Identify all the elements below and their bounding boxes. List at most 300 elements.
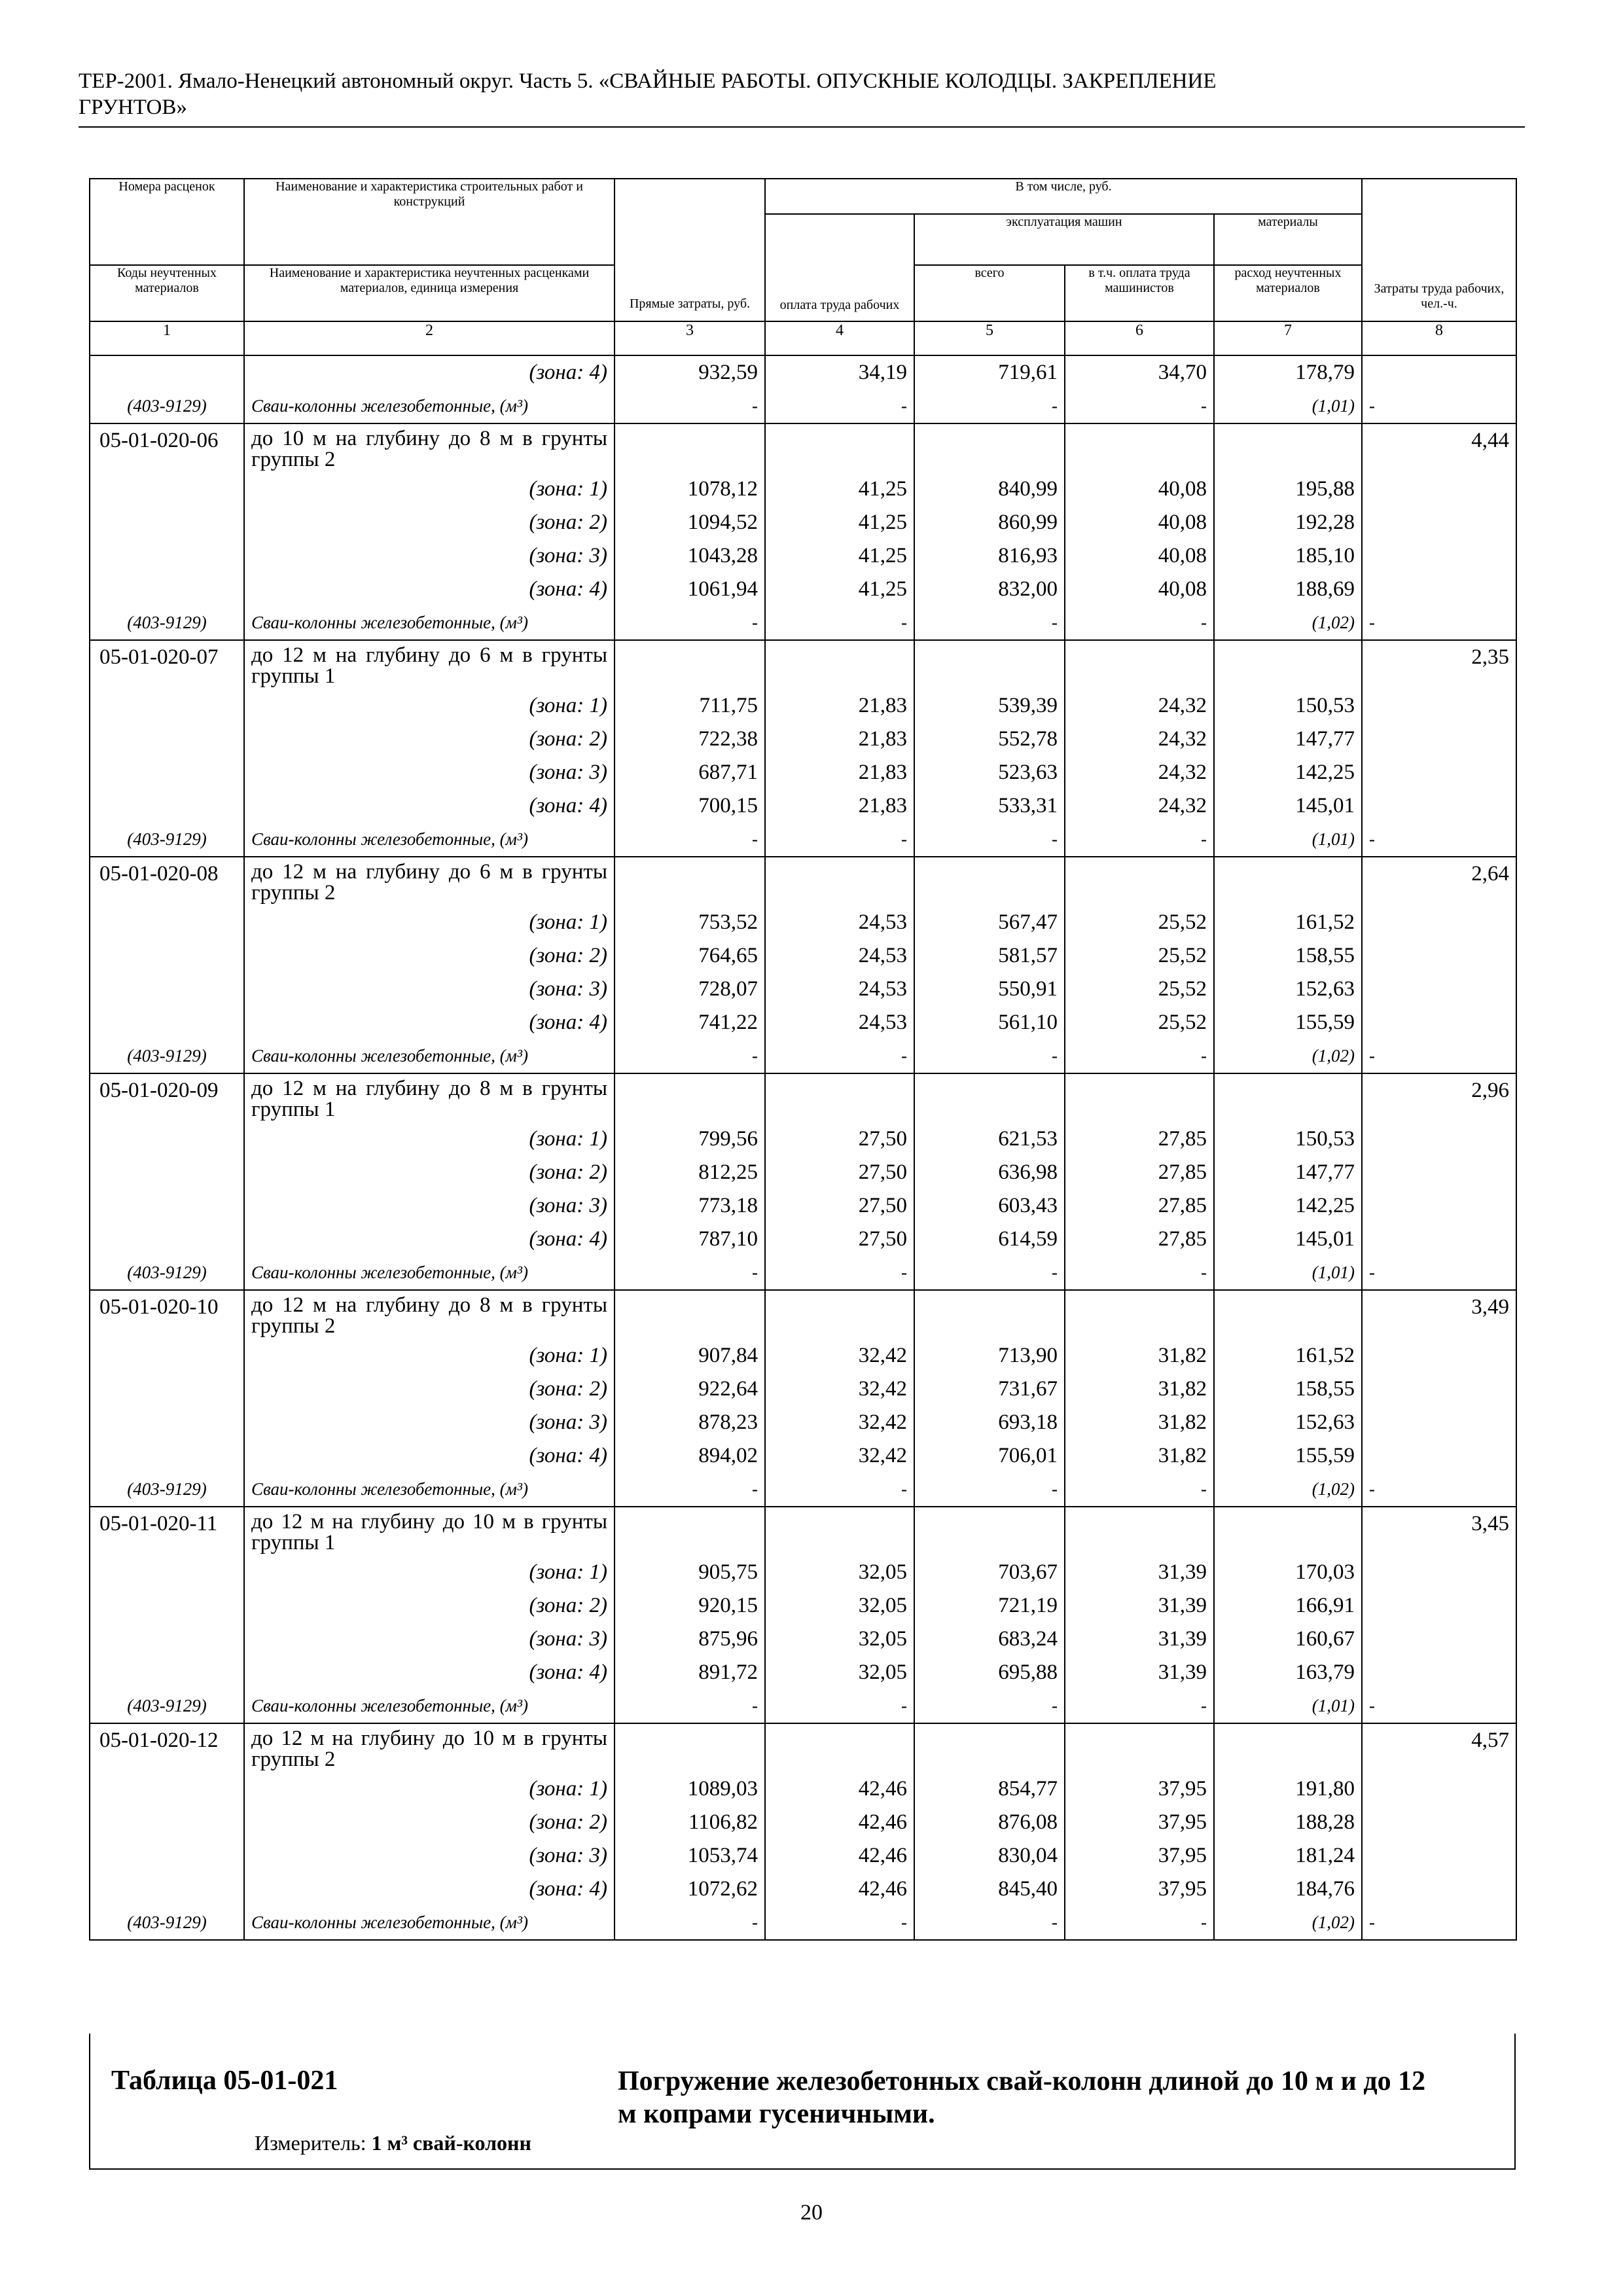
- machines-total: 683,24: [914, 1623, 1065, 1656]
- machines-total: 832,00: [914, 573, 1065, 606]
- material-code: (403-9129): [90, 1256, 244, 1290]
- dash: -: [1362, 1689, 1516, 1723]
- drivers-pay: 37,95: [1065, 1839, 1214, 1873]
- zone-row: [90, 539, 1516, 573]
- empty-cell: [1362, 506, 1516, 539]
- labor-pay: 32,42: [765, 1439, 914, 1473]
- drivers-pay: 24,32: [1065, 789, 1214, 823]
- empty-cell: [90, 1656, 244, 1689]
- zone-row: [90, 756, 1516, 789]
- labor-hours: 4,57: [1362, 1723, 1516, 1772]
- machines-total: 854,77: [914, 1772, 1065, 1806]
- direct-cost: 799,56: [615, 1122, 765, 1156]
- rate-name: до 12 м на глубину до 8 м в грунты группы 2: [244, 1290, 615, 1339]
- empty-cell: [90, 789, 244, 823]
- zone-label: (зона: 2): [244, 1156, 615, 1189]
- zone-label: (зона: 4): [244, 1223, 615, 1256]
- rate-block-header: [90, 1290, 1516, 1339]
- empty-cell: [1362, 573, 1516, 606]
- rate-name: до 12 м на глубину до 10 м в грунты группы 2: [244, 1723, 615, 1772]
- materials-cost: 160,67: [1214, 1623, 1362, 1656]
- empty-cell: [90, 1339, 244, 1372]
- rate-code: 05-01-020-12: [90, 1723, 244, 1772]
- machines-total: 845,40: [914, 1873, 1065, 1906]
- material-name: Сваи-колонны железобетонные, (м³): [244, 606, 615, 640]
- drivers-pay: 31,39: [1065, 1556, 1214, 1589]
- dash: -: [1362, 1039, 1516, 1073]
- dash: -: [1362, 1473, 1516, 1507]
- material-code: (403-9129): [90, 1473, 244, 1507]
- empty-cell: [90, 723, 244, 756]
- empty-cell: [914, 1290, 1065, 1339]
- rates-table: [89, 178, 1517, 1941]
- running-header: [79, 68, 1525, 120]
- dash: -: [765, 1689, 914, 1723]
- material-code: (403-9129): [90, 389, 244, 423]
- material-consumption: (1,02): [1214, 606, 1362, 640]
- drivers-pay: 25,52: [1065, 1006, 1214, 1039]
- rate-code: 05-01-020-09: [90, 1073, 244, 1122]
- dash: -: [1065, 606, 1214, 640]
- material-code: (403-9129): [90, 606, 244, 640]
- drivers-pay: 37,95: [1065, 1772, 1214, 1806]
- direct-cost: 932,59: [615, 355, 765, 389]
- empty-cell: [1214, 423, 1362, 473]
- dash: -: [1362, 1256, 1516, 1290]
- header-line-1: ТЕР-2001. Ямало-Ненецкий автономный округ. Часть 5. «СВАЙНЫЕ РАБОТЫ. ОПУСКНЫЕ КОЛОДЦЫ. ЗАКРЕПЛЕНИЕ: [79, 69, 1217, 93]
- machines-total: 876,08: [914, 1806, 1065, 1839]
- empty-cell: [1362, 1406, 1516, 1439]
- zone-label: (зона: 4): [244, 789, 615, 823]
- empty-cell: [90, 573, 244, 606]
- drivers-pay: 40,08: [1065, 506, 1214, 539]
- dash: -: [615, 1473, 765, 1507]
- direct-cost: 1089,03: [615, 1772, 765, 1806]
- drivers-pay: 31,39: [1065, 1623, 1214, 1656]
- zone-label: (зона: 2): [244, 1806, 615, 1839]
- rate-block-header: [90, 1723, 1516, 1772]
- empty-cell: [90, 539, 244, 573]
- materials-cost: 152,63: [1214, 973, 1362, 1006]
- rate-code: 05-01-020-07: [90, 640, 244, 689]
- machines-total: 581,57: [914, 939, 1065, 973]
- machines-total: 567,47: [914, 906, 1065, 939]
- materials-cost: 155,59: [1214, 1006, 1362, 1039]
- direct-cost: 741,22: [615, 1006, 765, 1039]
- empty-cell: [1362, 973, 1516, 1006]
- dash: -: [765, 1039, 914, 1073]
- rate-code: 05-01-020-06: [90, 423, 244, 473]
- empty-cell: [90, 506, 244, 539]
- zone-row: [90, 1772, 1516, 1806]
- col-number: 1: [90, 321, 244, 355]
- next-table-caption: [89, 2034, 1516, 2170]
- materials-cost: 166,91: [1214, 1589, 1362, 1623]
- materials-cost: 155,59: [1214, 1439, 1362, 1473]
- empty-cell: [1065, 640, 1214, 689]
- zone-label: (зона: 1): [244, 689, 615, 723]
- dash: -: [615, 1039, 765, 1073]
- material-consumption: (1,02): [1214, 1039, 1362, 1073]
- drivers-pay: 37,95: [1065, 1806, 1214, 1839]
- dash: -: [914, 1689, 1065, 1723]
- empty-cell: [765, 1073, 914, 1122]
- rate-block-header: [90, 640, 1516, 689]
- direct-cost: 875,96: [615, 1623, 765, 1656]
- empty-cell: [90, 1556, 244, 1589]
- empty-cell: [90, 1406, 244, 1439]
- zone-label: (зона: 2): [244, 1589, 615, 1623]
- labor-pay: 27,50: [765, 1223, 914, 1256]
- empty-cell: [90, 1122, 244, 1156]
- material-consumption: (1,01): [1214, 1256, 1362, 1290]
- zone-row: [90, 1806, 1516, 1839]
- col-number: 5: [914, 321, 1065, 355]
- material-row: [90, 1039, 1516, 1073]
- empty-cell: [1065, 1507, 1214, 1556]
- direct-cost: 878,23: [615, 1406, 765, 1439]
- materials-cost: 145,01: [1214, 1223, 1362, 1256]
- col-number: 2: [244, 321, 615, 355]
- zone-label: (зона: 1): [244, 1339, 615, 1372]
- drivers-pay: 40,08: [1065, 539, 1214, 573]
- drivers-pay: 40,08: [1065, 573, 1214, 606]
- direct-cost: 1094,52: [615, 506, 765, 539]
- direct-cost: 894,02: [615, 1439, 765, 1473]
- empty-cell: [615, 857, 765, 906]
- direct-cost: 1106,82: [615, 1806, 765, 1839]
- materials-cost: 188,28: [1214, 1806, 1362, 1839]
- materials-cost: 188,69: [1214, 573, 1362, 606]
- empty-cell: [90, 906, 244, 939]
- material-name: Сваи-колонны железобетонные, (м³): [244, 1906, 615, 1940]
- empty-cell: [765, 1507, 914, 1556]
- zone-row: [90, 723, 1516, 756]
- material-name: Сваи-колонны железобетонные, (м³): [244, 1256, 615, 1290]
- labor-pay: 41,25: [765, 506, 914, 539]
- labor-pay: 32,05: [765, 1556, 914, 1589]
- empty-cell: [90, 1623, 244, 1656]
- empty-cell: [1362, 1439, 1516, 1473]
- empty-cell: [1362, 1839, 1516, 1873]
- zone-row: [90, 1372, 1516, 1406]
- col-number: 7: [1214, 321, 1362, 355]
- labor-pay: 24,53: [765, 1006, 914, 1039]
- dash: -: [615, 606, 765, 640]
- empty-cell: [90, 689, 244, 723]
- rate-name: до 10 м на глубину до 8 м в грунты группы 2: [244, 423, 615, 473]
- materials-cost: 185,10: [1214, 539, 1362, 573]
- zone-row: [90, 1156, 1516, 1189]
- zone-row: [90, 1189, 1516, 1223]
- zone-row: [90, 689, 1516, 723]
- materials-cost: 170,03: [1214, 1556, 1362, 1589]
- labor-pay: 27,50: [765, 1189, 914, 1223]
- machines-total: 621,53: [914, 1122, 1065, 1156]
- rate-code: 05-01-020-10: [90, 1290, 244, 1339]
- machines-total: 636,98: [914, 1156, 1065, 1189]
- dash: -: [1362, 823, 1516, 857]
- direct-cost: 687,71: [615, 756, 765, 789]
- col-number: 8: [1362, 321, 1516, 355]
- col-consumption: расход неучтенных материалов: [1214, 265, 1362, 321]
- zone-row: [90, 789, 1516, 823]
- direct-cost: 728,07: [615, 973, 765, 1006]
- empty-cell: [914, 640, 1065, 689]
- zone-label: (зона: 3): [244, 539, 615, 573]
- labor-pay: 41,25: [765, 539, 914, 573]
- dash: -: [615, 389, 765, 423]
- drivers-pay: 34,70: [1065, 355, 1214, 389]
- material-row: [90, 823, 1516, 857]
- labor-pay: 42,46: [765, 1839, 914, 1873]
- empty-cell: [1362, 1189, 1516, 1223]
- dash: -: [1362, 389, 1516, 423]
- col-code-top: Номера расценок: [90, 179, 244, 265]
- rate-block-header: [90, 1073, 1516, 1122]
- col-labor: Затраты труда рабочих, чел.-ч.: [1362, 179, 1516, 321]
- empty-cell: [1362, 1372, 1516, 1406]
- direct-cost: 920,15: [615, 1589, 765, 1623]
- dash: -: [1065, 1256, 1214, 1290]
- dash: -: [914, 823, 1065, 857]
- labor-hours: 2,96: [1362, 1073, 1516, 1122]
- labor-pay: 21,83: [765, 756, 914, 789]
- rate-code: 05-01-020-11: [90, 1507, 244, 1556]
- empty-cell: [1362, 1772, 1516, 1806]
- zone-label: (зона: 4): [244, 1873, 615, 1906]
- materials-cost: 152,63: [1214, 1406, 1362, 1439]
- zone-label: (зона: 4): [244, 355, 615, 389]
- empty-cell: [1214, 1290, 1362, 1339]
- empty-cell: [1214, 1507, 1362, 1556]
- materials-cost: 147,77: [1214, 723, 1362, 756]
- direct-cost: 711,75: [615, 689, 765, 723]
- zone-label: (зона: 3): [244, 1189, 615, 1223]
- direct-cost: 907,84: [615, 1339, 765, 1372]
- drivers-pay: 40,08: [1065, 473, 1214, 506]
- labor-pay: 32,42: [765, 1339, 914, 1372]
- labor-pay: 41,25: [765, 573, 914, 606]
- dash: -: [765, 823, 914, 857]
- zone-label: (зона: 2): [244, 723, 615, 756]
- header-rule: [79, 126, 1525, 128]
- machines-total: 561,10: [914, 1006, 1065, 1039]
- empty-cell: [1362, 1122, 1516, 1156]
- col-materials: материалы: [1214, 214, 1362, 265]
- empty-cell: [90, 355, 244, 389]
- direct-cost: 1078,12: [615, 473, 765, 506]
- dash: -: [914, 1906, 1065, 1940]
- material-row: [90, 1473, 1516, 1507]
- empty-cell: [1362, 789, 1516, 823]
- empty-cell: [1362, 1656, 1516, 1689]
- empty-cell: [765, 1290, 914, 1339]
- machines-total: 721,19: [914, 1589, 1065, 1623]
- col-name-bottom: Наименование и характеристика неучтенных расценками материалов, единица измерения: [244, 265, 615, 321]
- empty-cell: [1362, 1589, 1516, 1623]
- direct-cost: 753,52: [615, 906, 765, 939]
- empty-cell: [1362, 1623, 1516, 1656]
- material-name: Сваи-колонны железобетонные, (м³): [244, 1689, 615, 1723]
- empty-cell: [914, 1507, 1065, 1556]
- measure-value: 1 м³ свай-колонн: [371, 2131, 531, 2155]
- labor-pay: 27,50: [765, 1122, 914, 1156]
- empty-cell: [1362, 1006, 1516, 1039]
- materials-cost: 192,28: [1214, 506, 1362, 539]
- empty-cell: [90, 1439, 244, 1473]
- col-total: всего: [914, 265, 1065, 321]
- drivers-pay: 25,52: [1065, 906, 1214, 939]
- zone-row: [90, 573, 1516, 606]
- zone-label: (зона: 4): [244, 1439, 615, 1473]
- col-incl: В том числе, руб.: [765, 179, 1362, 214]
- machines-total: 830,04: [914, 1839, 1065, 1873]
- machines-total: 703,67: [914, 1556, 1065, 1589]
- rate-name: до 12 м на глубину до 8 м в грунты группы 1: [244, 1073, 615, 1122]
- page-number: 20: [800, 2200, 823, 2225]
- rate-name: до 12 м на глубину до 10 м в грунты группы 1: [244, 1507, 615, 1556]
- zone-label: (зона: 3): [244, 756, 615, 789]
- dash: -: [1362, 1906, 1516, 1940]
- empty-cell: [615, 1507, 765, 1556]
- empty-cell: [765, 857, 914, 906]
- zone-row: [90, 906, 1516, 939]
- dash: -: [1065, 823, 1214, 857]
- machines-total: 840,99: [914, 473, 1065, 506]
- direct-cost: 1061,94: [615, 573, 765, 606]
- zone-label: (зона: 3): [244, 973, 615, 1006]
- machines-total: 706,01: [914, 1439, 1065, 1473]
- machines-total: 603,43: [914, 1189, 1065, 1223]
- dash: -: [1065, 1689, 1214, 1723]
- machines-total: 695,88: [914, 1656, 1065, 1689]
- zone-row: [90, 939, 1516, 973]
- machines-total: 860,99: [914, 506, 1065, 539]
- drivers-pay: 24,32: [1065, 723, 1214, 756]
- empty-cell: [90, 1223, 244, 1256]
- col-drivers: в т.ч. оплата труда машинистов: [1065, 265, 1214, 321]
- table-title: Погружение железобетонных свай-колонн длиной до 10 м и до 12 м копрами гусеничными.: [618, 2066, 1426, 2129]
- drivers-pay: 27,85: [1065, 1156, 1214, 1189]
- materials-cost: 150,53: [1214, 689, 1362, 723]
- empty-cell: [1214, 857, 1362, 906]
- empty-cell: [1214, 640, 1362, 689]
- zone-row: [90, 1006, 1516, 1039]
- direct-cost: 700,15: [615, 789, 765, 823]
- zone-label: (зона: 2): [244, 506, 615, 539]
- drivers-pay: 27,85: [1065, 1189, 1214, 1223]
- empty-cell: [914, 1073, 1065, 1122]
- zone-label: (зона: 4): [244, 1006, 615, 1039]
- dash: -: [765, 606, 914, 640]
- labor-pay: 24,53: [765, 906, 914, 939]
- material-row: [90, 1906, 1516, 1940]
- materials-cost: 158,55: [1214, 939, 1362, 973]
- machines-total: 731,67: [914, 1372, 1065, 1406]
- direct-cost: 812,25: [615, 1156, 765, 1189]
- labor-pay: 42,46: [765, 1873, 914, 1906]
- material-name: Сваи-колонны железобетонные, (м³): [244, 389, 615, 423]
- direct-cost: 922,64: [615, 1372, 765, 1406]
- machines-total: 523,63: [914, 756, 1065, 789]
- machines-total: 550,91: [914, 973, 1065, 1006]
- empty-cell: [90, 973, 244, 1006]
- dash: -: [765, 389, 914, 423]
- empty-cell: [1362, 355, 1516, 389]
- labor-hours: 3,49: [1362, 1290, 1516, 1339]
- materials-cost: 181,24: [1214, 1839, 1362, 1873]
- empty-cell: [1362, 1806, 1516, 1839]
- empty-cell: [90, 1372, 244, 1406]
- empty-cell: [1362, 939, 1516, 973]
- zone-label: (зона: 1): [244, 1122, 615, 1156]
- zone-row: [90, 1439, 1516, 1473]
- labor-pay: 32,42: [765, 1406, 914, 1439]
- labor-pay: 21,83: [765, 789, 914, 823]
- empty-cell: [1065, 1290, 1214, 1339]
- zone-label: (зона: 2): [244, 1372, 615, 1406]
- empty-cell: [1362, 723, 1516, 756]
- dash: -: [765, 1906, 914, 1940]
- zone-label: (зона: 4): [244, 573, 615, 606]
- material-code: (403-9129): [90, 1906, 244, 1940]
- col-code-bottom: Коды неучтенных материалов: [90, 265, 244, 321]
- empty-cell: [914, 1723, 1065, 1772]
- zone-label: (зона: 1): [244, 473, 615, 506]
- zone-label: (зона: 2): [244, 939, 615, 973]
- dash: -: [1065, 389, 1214, 423]
- zone-row: [90, 1339, 1516, 1372]
- zone-row: [90, 1839, 1516, 1873]
- labor-pay: 32,05: [765, 1589, 914, 1623]
- empty-cell: [1362, 906, 1516, 939]
- dash: -: [615, 1906, 765, 1940]
- empty-cell: [90, 939, 244, 973]
- machines-total: 693,18: [914, 1406, 1065, 1439]
- materials-cost: 150,53: [1214, 1122, 1362, 1156]
- materials-cost: 191,80: [1214, 1772, 1362, 1806]
- machines-total: 614,59: [914, 1223, 1065, 1256]
- empty-cell: [90, 1189, 244, 1223]
- empty-cell: [1065, 1723, 1214, 1772]
- materials-cost: 161,52: [1214, 906, 1362, 939]
- empty-cell: [914, 857, 1065, 906]
- material-name: Сваи-колонны железобетонные, (м³): [244, 823, 615, 857]
- empty-cell: [1362, 756, 1516, 789]
- empty-cell: [90, 473, 244, 506]
- machines-total: 539,39: [914, 689, 1065, 723]
- material-name: Сваи-колонны железобетонные, (м³): [244, 1039, 615, 1073]
- empty-cell: [1362, 689, 1516, 723]
- drivers-pay: 27,85: [1065, 1223, 1214, 1256]
- direct-cost: 905,75: [615, 1556, 765, 1589]
- material-row: [90, 1256, 1516, 1290]
- dash: -: [914, 1473, 1065, 1507]
- drivers-pay: 31,39: [1065, 1656, 1214, 1689]
- direct-cost: 1072,62: [615, 1873, 765, 1906]
- material-name: Сваи-колонны железобетонные, (м³): [244, 1473, 615, 1507]
- drivers-pay: 37,95: [1065, 1873, 1214, 1906]
- dash: -: [765, 1256, 914, 1290]
- empty-cell: [90, 756, 244, 789]
- dash: -: [615, 1256, 765, 1290]
- rate-block-header: [90, 857, 1516, 906]
- labor-pay: 32,05: [765, 1623, 914, 1656]
- empty-cell: [1065, 423, 1214, 473]
- labor-pay: 24,53: [765, 939, 914, 973]
- empty-cell: [90, 1006, 244, 1039]
